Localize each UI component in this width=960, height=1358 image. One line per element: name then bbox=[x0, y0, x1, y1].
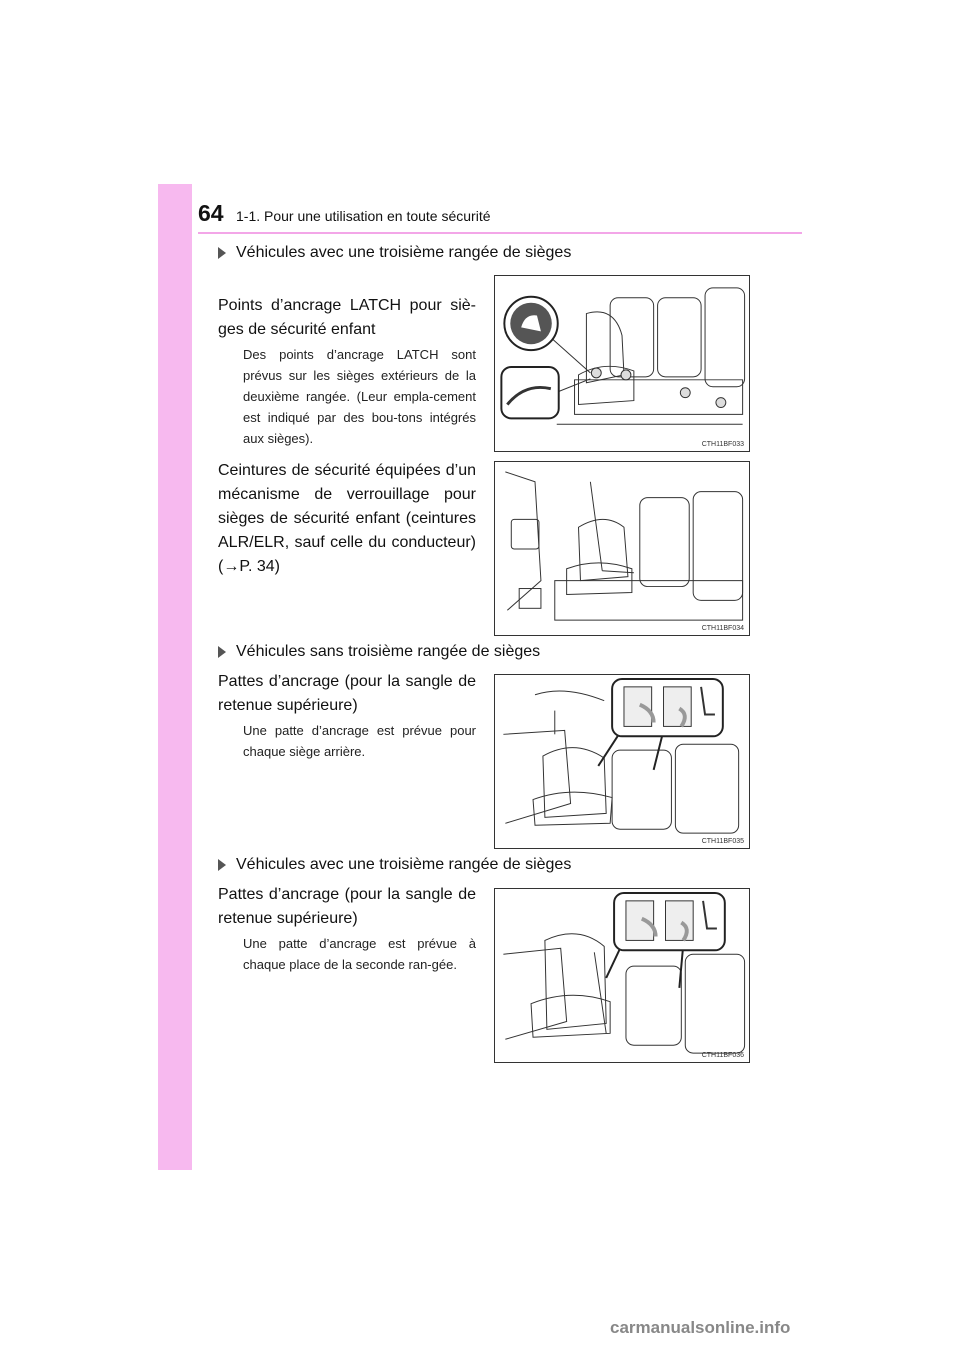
tether-anchor-illustration bbox=[495, 675, 749, 848]
figure-alr-elr-belts bbox=[494, 461, 750, 636]
figure-code: CTH11BF034 bbox=[701, 625, 744, 632]
tether-anchor-illustration bbox=[495, 889, 749, 1062]
header-divider bbox=[198, 232, 802, 234]
heading-alr-elr-belts: Ceintures de sécurité équipées d’un mécanisme de verrouillage pour sièges de sécurité enfant (ceintures ALR/ELR, sauf celle du conducteur) (→P. 34) bbox=[218, 462, 476, 575]
description-latch-anchors: Des points d’ancrage LATCH sont prévus sur les sièges extérieurs de la deuxième rangée. (Leur empla-cement est indiqué par des bou-tons intégrés aux sièges). bbox=[243, 347, 476, 446]
bullet-text: Véhicules avec une troisième rangée de sièges bbox=[236, 244, 572, 261]
section-bullet-no-third-row bbox=[218, 643, 540, 661]
heading-tether-anchors-2: Pattes d’ancrage (pour la sangle de retenue supérieure) bbox=[218, 886, 476, 927]
triangle-bullet-icon bbox=[218, 247, 226, 259]
section-bullet-third-row-2 bbox=[218, 856, 571, 874]
bullet-text: Véhicules sans troisième rangée de sièges bbox=[236, 643, 541, 660]
figure-tether-anchors-third-row bbox=[494, 888, 750, 1063]
bullet-text: Véhicules avec une troisième rangée de sièges bbox=[236, 856, 572, 873]
figure-tether-anchors-no-third-row bbox=[494, 674, 750, 849]
heading-latch-anchors: Points d’ancrage LATCH pour siè-ges de sécurité enfant bbox=[218, 297, 476, 338]
triangle-bullet-icon bbox=[218, 859, 226, 871]
figure-code: CTH11BF033 bbox=[701, 441, 744, 448]
page-number: 64 bbox=[198, 200, 224, 226]
figure-code: CTH11BF035 bbox=[701, 838, 744, 845]
description-tether-anchors: Une patte d’ancrage est prévue pour chaque siège arrière. bbox=[243, 723, 476, 759]
seatbelt-child-seat-illustration bbox=[495, 462, 749, 635]
heading-tether-anchors: Pattes d’ancrage (pour la sangle de retenue supérieure) bbox=[218, 673, 476, 714]
triangle-bullet-icon bbox=[218, 646, 226, 658]
section-title: 1-1. Pour une utilisation en toute sécurité bbox=[236, 208, 491, 224]
section-bullet-third-row bbox=[218, 244, 571, 262]
latch-seat-illustration bbox=[495, 276, 749, 451]
footer-watermark: carmanualsonline.info bbox=[610, 1318, 791, 1337]
chapter-sidebar-tab bbox=[158, 184, 192, 1170]
figure-latch-anchors bbox=[494, 275, 750, 452]
figure-code: CTH11BF036 bbox=[701, 1052, 744, 1059]
description-tether-anchors-2: Une patte d’ancrage est prévue à chaque place de la seconde ran-gée. bbox=[243, 936, 476, 972]
